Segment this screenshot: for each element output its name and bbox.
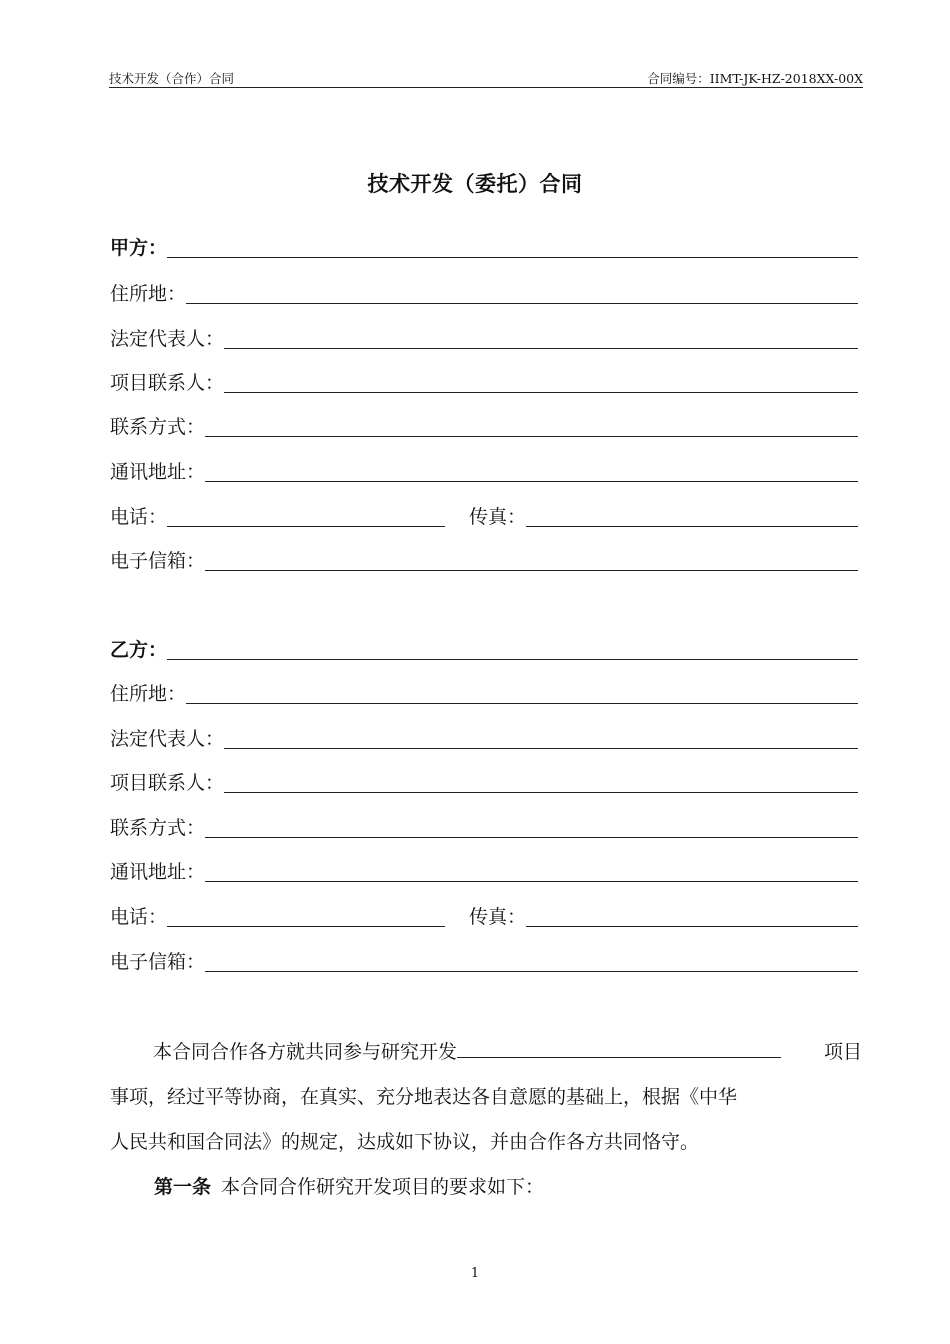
party-b-mailing-address-label: 通讯地址：: [110, 861, 206, 883]
party-b-email-field[interactable]: [205, 971, 858, 972]
party-b-phone-fax-row: [110, 903, 858, 929]
party-a-contact-person-field[interactable]: [224, 392, 858, 393]
article-1: [154, 1172, 544, 1199]
party-b-contact-method-row: [110, 814, 858, 840]
party-a-fax-field[interactable]: [526, 526, 858, 527]
party-b-contact-person-field[interactable]: [224, 792, 858, 793]
party-b-phone-label: 电话：: [110, 906, 168, 928]
party-a-name-field[interactable]: [167, 257, 858, 258]
party-b-contact-person-row: [110, 769, 858, 795]
party-a-contact-person-label: 项目联系人：: [110, 372, 225, 394]
intro-text-1: 本合同合作各方就共同参与研究开发: [153, 1041, 458, 1063]
article-1-text: 本合同合作研究开发项目的要求如下：: [221, 1176, 545, 1198]
party-b-address-row: [110, 680, 858, 706]
party-b-contact-method-field[interactable]: [205, 837, 858, 838]
party-a-mailing-address-row: [110, 458, 858, 484]
party-a-address-label: 住所地：: [110, 283, 187, 305]
page-header: [109, 67, 863, 88]
party-b-name-row: [110, 636, 858, 662]
document-title: 技术开发（委托）合同: [367, 171, 583, 196]
party-b-legal-rep-label: 法定代表人：: [110, 728, 225, 750]
party-b-address-label: 住所地：: [110, 683, 187, 705]
project-name-field[interactable]: [457, 1037, 781, 1058]
party-b-contact-method-label: 联系方式：: [110, 817, 206, 839]
party-a-contact-method-field[interactable]: [205, 436, 858, 437]
party-a-email-label: 电子信箱：: [110, 550, 206, 572]
page-number: 1: [470, 1266, 480, 1281]
party-b-contact-person-label: 项目联系人：: [110, 772, 225, 794]
party-b-name-field[interactable]: [167, 659, 858, 660]
party-b-phone-field[interactable]: [167, 926, 445, 927]
party-b-email-row: [110, 948, 858, 974]
article-1-heading: 第一条: [154, 1176, 212, 1198]
party-b-address-field[interactable]: [186, 703, 858, 704]
party-a-name-row: [110, 234, 858, 260]
party-b-name-label: 乙方：: [110, 639, 168, 661]
party-a-phone-fax-row: [110, 503, 858, 529]
intro-line-2: 事项，经过平等协商，在真实、充分地表达各自意愿的基础上，根据《中华: [110, 1086, 738, 1108]
header-contract-number: 合同编号：IIMT-JK-HZ-2018XX-00X: [647, 71, 863, 86]
party-b-legal-rep-field[interactable]: [224, 748, 858, 749]
intro-line-1: [110, 1030, 862, 1075]
party-a-address-row: [110, 280, 858, 306]
intro-paragraph: [110, 1030, 862, 1165]
party-a-email-row: [110, 547, 858, 573]
party-a-legal-rep-row: [110, 325, 858, 351]
party-b-mailing-address-row: [110, 858, 858, 884]
party-b-email-label: 电子信箱：: [110, 951, 206, 973]
party-a-name-label: 甲方：: [110, 237, 168, 259]
party-b-legal-rep-row: [110, 725, 858, 751]
party-b-mailing-address-field[interactable]: [205, 881, 858, 882]
party-a-contact-method-row: [110, 413, 858, 439]
intro-text-2: 项目: [823, 1041, 862, 1063]
party-a-mailing-address-label: 通讯地址：: [110, 461, 206, 483]
party-a-contact-method-label: 联系方式：: [110, 416, 206, 438]
party-a-email-field[interactable]: [205, 570, 858, 571]
party-a-legal-rep-label: 法定代表人：: [110, 328, 225, 350]
party-a-phone-field[interactable]: [167, 526, 445, 527]
party-b-fax-label: 传真：: [469, 906, 527, 928]
party-a-address-field[interactable]: [186, 303, 858, 304]
party-a-contact-person-row: [110, 369, 858, 395]
intro-line-3: 人民共和国合同法》的规定，达成如下协议，并由合作各方共同恪守。: [110, 1131, 700, 1153]
header-doc-type: 技术开发（合作）合同: [109, 71, 235, 86]
party-a-phone-label: 电话：: [110, 506, 168, 528]
party-b-fax-field[interactable]: [526, 926, 858, 927]
party-a-legal-rep-field[interactable]: [224, 348, 858, 349]
party-a-fax-label: 传真：: [469, 506, 527, 528]
party-a-mailing-address-field[interactable]: [205, 481, 858, 482]
